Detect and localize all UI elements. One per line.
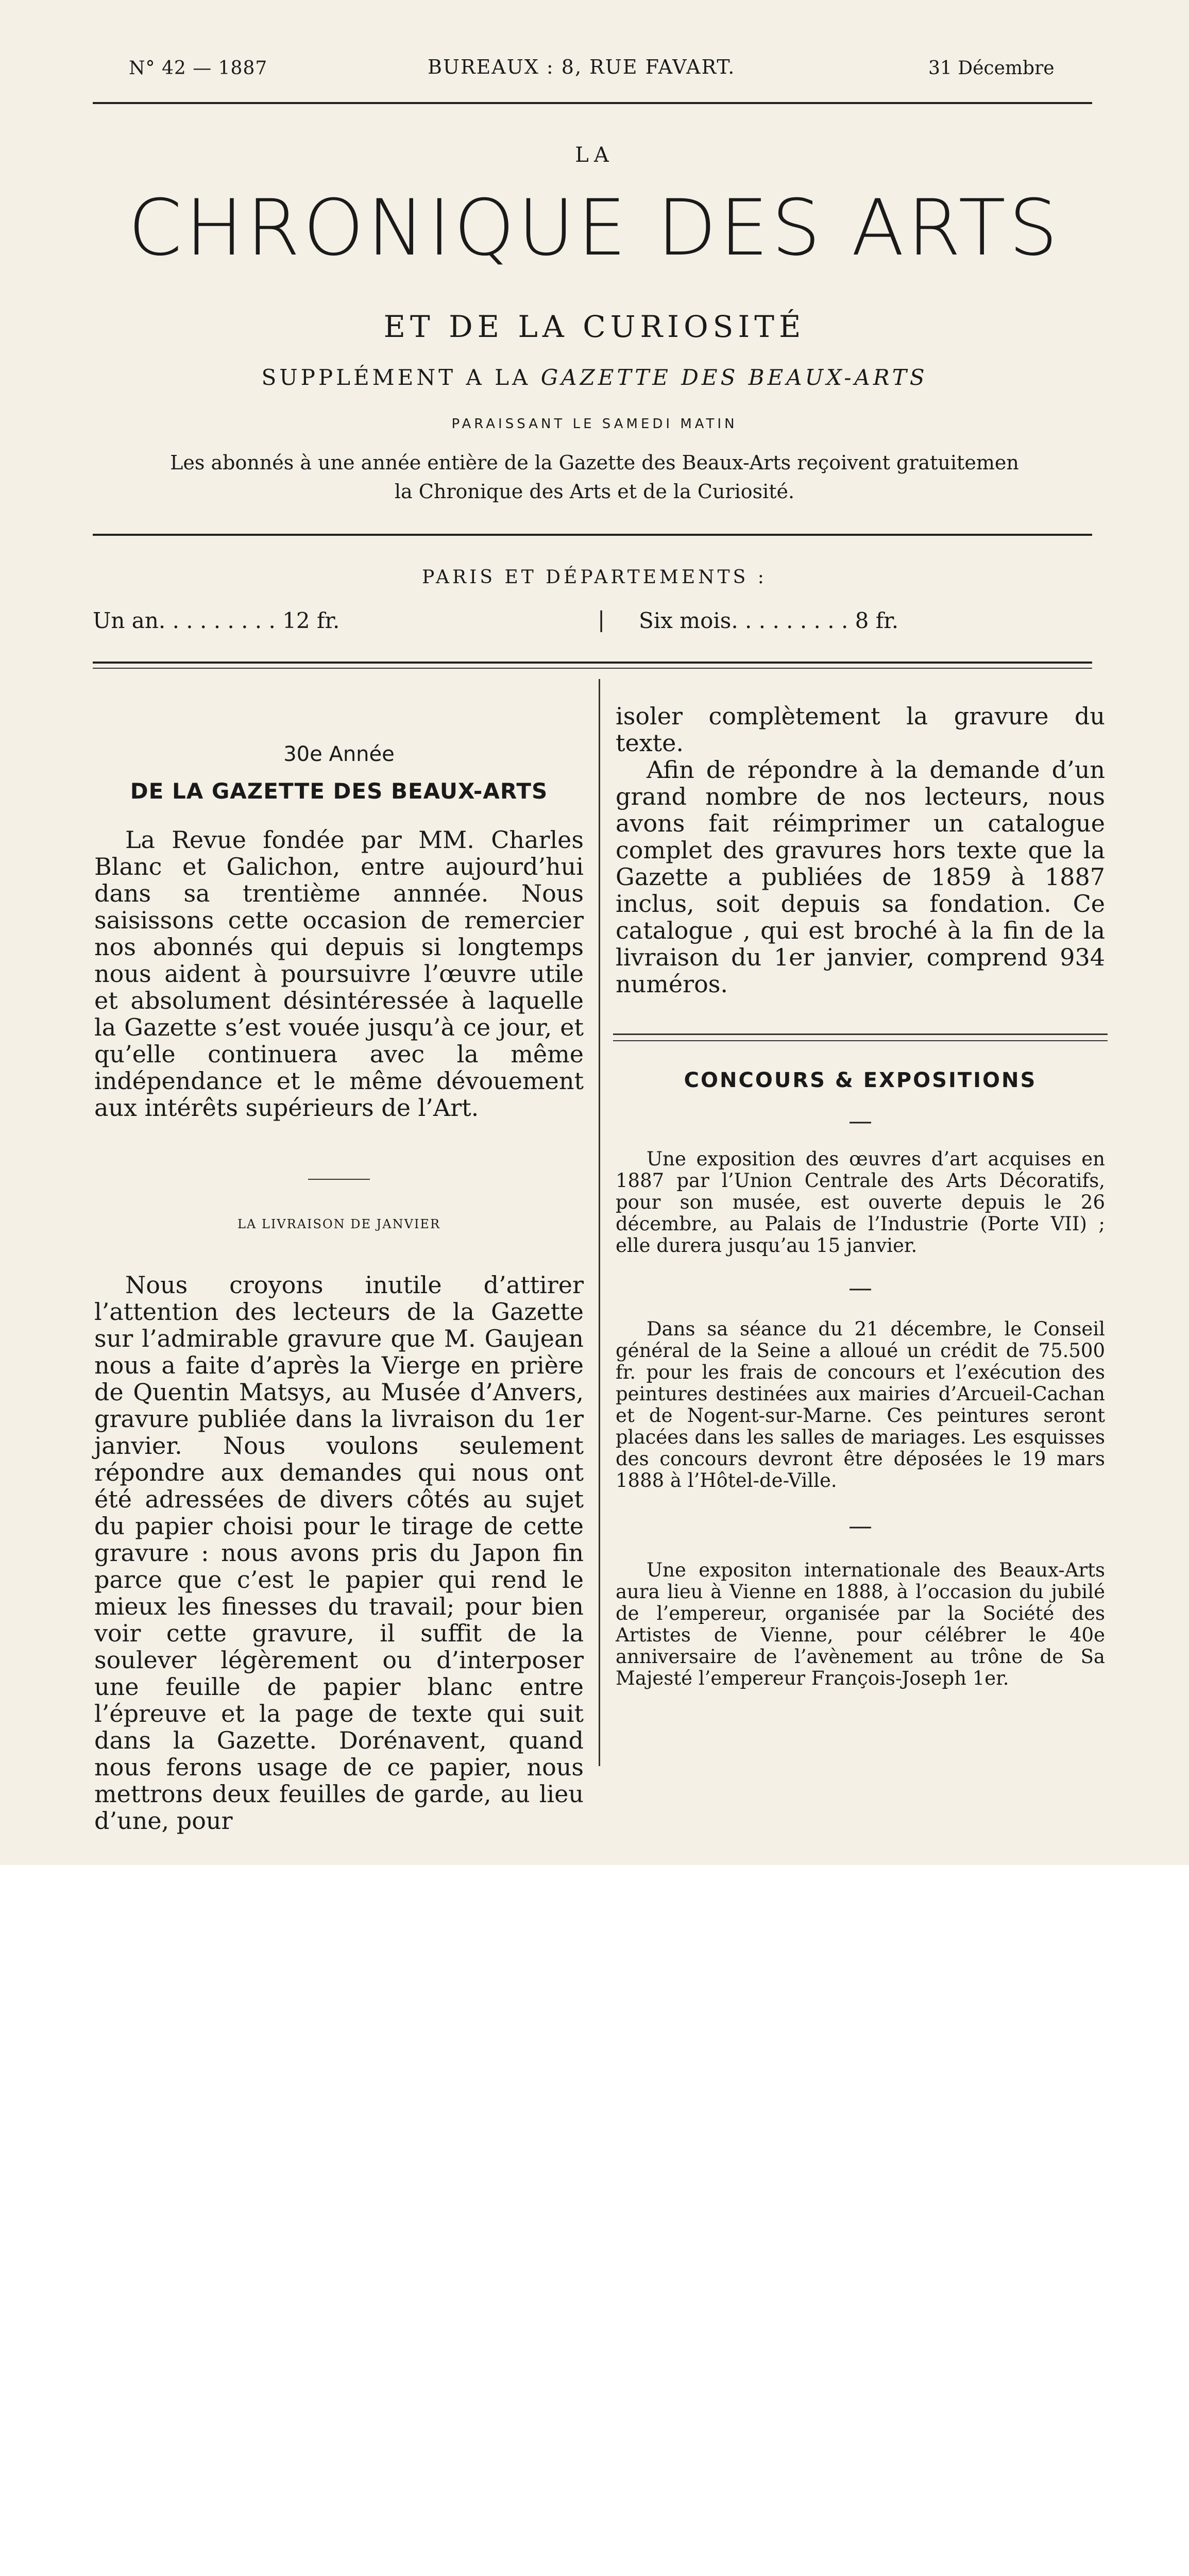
header-rule — [93, 102, 1092, 104]
tarifs-rule-2 — [93, 668, 1092, 669]
supplement-title: GAZETTE DES BEAUX-ARTS — [540, 365, 928, 390]
gazette-paragraph: La Revue fondée par MM. Charles Blanc et Galichon, entre aujourd’hui dans sa trentième annnée. Nous saisissons cette occasion de remercier nos abonnés qui depuis si longtemps nous aident à poursuivre l’œuvre utile et absolument désintéressée à laquelle la Gazette s’est vouée jusqu’à ce jour, et qu’elle continuera avec la même indépendance et le même dévouement aux intérêts supérieurs de l’Art. — [94, 826, 584, 1122]
abonnes-line-2: la Chronique des Arts et de la Curiosité. — [394, 480, 795, 503]
masthead-title: CHRONIQUE DES ARTS — [128, 183, 1061, 273]
tarifs-rule — [93, 662, 1092, 664]
concours-heading: CONCOURS & EXPOSITIONS — [684, 1069, 1037, 1092]
tarif-six-months: Six mois. . . . . . . . . 8 fr. — [639, 608, 899, 633]
supplement-line — [0, 365, 1189, 390]
viewer-footer — [0, 1865, 1189, 1954]
issue-date: 31 Décembre — [928, 58, 1055, 79]
livraison-heading: LA LIVRAISON DE JANVIER — [237, 1217, 441, 1231]
abonnes-note — [0, 448, 1189, 506]
column-divider — [599, 679, 600, 1766]
masthead-la: LA — [575, 143, 614, 167]
separator-dash-2: — — [848, 1274, 872, 1301]
tarifs-heading: PARIS ET DÉPARTEMENTS : — [422, 567, 767, 588]
abonnes-line-1: Les abonnés à une année entière de la Gazette des Beaux-Arts reçoivent gratuitemen — [170, 451, 1019, 474]
expo-item-3: Une expositon internationale des Beaux-Arts aura lieu à Vienne en 1888, à l’occasion du jubilé de l’empereur, organisée par la Société des Artistes de Vienne, pour célébrer le 40e anniversaire de l’avènement au trône de Sa Majesté l’empereur François-Joseph 1er. — [616, 1559, 1105, 1689]
gazette-heading: DE LA GAZETTE DES BEAUX-ARTS — [130, 778, 548, 804]
livraison-paragraph: Nous croyons inutile d’attirer l’attention des lecteurs de la Gazette sur l’admirable gravure que M. Gaujean nous a faite d’après la Vierge en prière de Quentin Matsys, au Musée d’Anvers, gravure publiée dans la livraison du 1er janvier. Nous voulons seulement répondre aux demandes qui nous ont été adressées de divers côtés au sujet du papier choisi pour le tirage de cette gravure : nous avons pris du Japon fin parce que c’est le papier qui rend le mieux les finesses du travail; pour bien voir cette gravure, il suffit de la soulever légèrement ou d’interposer une feuille de papier blanc entre l’épreuve et la page de texte qui suit dans la Gazette. Dorénavent, quand nous ferons usage de ce papier, nous mettrons deux feuilles de garde, au lieu d’une, pour — [94, 1271, 584, 1835]
masthead-rule — [93, 534, 1092, 536]
separator-dash-3: — — [848, 1512, 872, 1539]
bureaux-address: BUREAUX : 8, RUE FAVART. — [428, 56, 736, 78]
catalogue-paragraph: Afin de répondre à la demande d’un grand nombre de nos lecteurs, nous avons fait réimprimer un catalogue complet des gravures hors texte que la Gazette a publiées de 1859 à 1887 inclus, soit depuis sa fondation. Ce catalogue , qui est broché à la fin de la livraison du 1er janvier, comprend 934 numéros. — [616, 756, 1105, 998]
separator-dash-1: — — [848, 1107, 872, 1134]
continued-paragraph: isoler complètement la gravure du texte. — [616, 702, 1105, 757]
supplement-prefix: SUPPLÉMENT A LA — [261, 365, 531, 390]
tarif-separator: | — [598, 607, 605, 632]
concours-rule-2 — [613, 1040, 1108, 1041]
concours-rule — [613, 1033, 1108, 1035]
annee-heading: 30e Année — [283, 742, 395, 766]
expo-item-1: Une exposition des œuvres d’art acquises en 1887 par l’Union Centrale des Arts Décoratifs, pour son musée, est ouverte depuis le 26 décembre, au Palais de l’Industrie (Porte VII) ; elle durera jusqu’au 15 janvier. — [616, 1148, 1105, 1257]
left-column — [94, 742, 584, 1834]
right-column — [616, 703, 1105, 1689]
parution-line: PARAISSANT LE SAMEDI MATIN — [451, 416, 738, 432]
section-rule — [308, 1179, 370, 1180]
expo-item-2: Dans sa séance du 21 décembre, le Conseil général de la Seine a alloué un crédit de 75.500 fr. pour les frais de concours et l’exécution des peintures destinées aux mairies d’Arcueil-Cachan et de Nogent-sur-Marne. Ces peintures seront placées dans les salles de mariages. Les esquisses des concours devront être déposées le 19 mars 1888 à l’Hôtel-de-Ville. — [616, 1318, 1105, 1492]
issue-number: N° 42 — 1887 — [129, 58, 268, 79]
masthead-subtitle: ET DE LA CURIOSITÉ — [383, 309, 806, 344]
tarif-annual: Un an. . . . . . . . . 12 fr. — [93, 608, 340, 633]
